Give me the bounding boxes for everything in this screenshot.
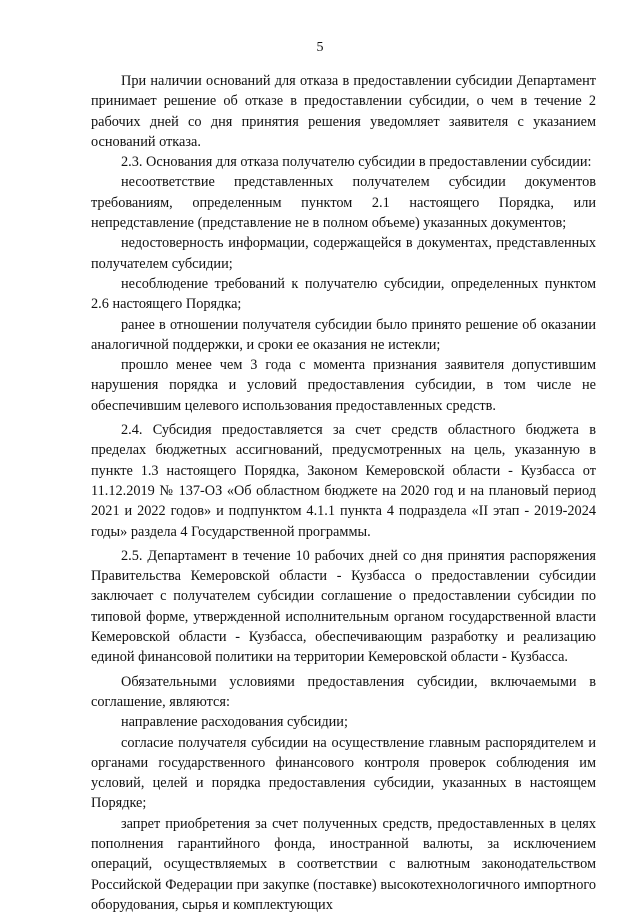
paragraph-control-consent: согласие получателя субсидии на осуществление главным распорядителем и органами государственного финансового контроля проверок соблюдения им условий, целей и порядка предоставления субсидии, указанных в настоящем Порядке;	[91, 734, 596, 812]
paragraph-documents-mismatch: несоответствие представленных получателем субсидии документов требованиям, определенным пунктом 2.1 настоящего Порядка, или непредставление (представление не в полном объеме) указанных документов;	[91, 174, 596, 232]
paragraph-2-3-heading: 2.3. Основания для отказа получателю субсидии в предоставлении субсидии:	[121, 154, 592, 171]
paragraph-prior-support: ранее в отношении получателя субсидии было принято решение об оказании аналогичной поддержки, и сроки ее оказания не истекли;	[91, 316, 596, 353]
paragraph-2-4-funding: 2.4. Субсидия предоставляется за счет средств областного бюджета в пределах бюджетных ассигнований, предусмотренных на цель, указанную в пункте 1.3 настоящего Порядка, Законом Кемеровской области - Кузбасса от 11.12.2019 № 137-ОЗ «Об областном бюджете на 2020 год и на плановый период 2021 и 2022 годов» и подпунктом 4.1.1 пункта 4 подраздела «II этап - 2019-2024 годы» раздела 4 Государственной программы.	[91, 422, 596, 540]
paragraph-mandatory-conditions: Обязательными условиями предоставления субсидии, включаемыми в соглашение, являются:	[91, 673, 596, 710]
paragraph-violation-period: прошло менее чем 3 года с момента признания заявителя допустившим нарушения порядка и условий предоставления субсидии, в том числе не обеспечившим целевого использования предоставленных средств.	[91, 357, 596, 414]
document-body	[91, 71, 596, 915]
paragraph-spending-direction: направление расходования субсидии;	[121, 714, 348, 731]
page-number: 5	[316, 40, 324, 55]
paragraph-unreliable-info: недостоверность информации, содержащейся в документах, представленных получателем субсидии;	[91, 235, 596, 272]
paragraph-2-5-agreement: 2.5. Департамент в течение 10 рабочих дней со дня принятия распоряжения Правительства Кемеровской области - Кузбасса о предоставлении субсидии заключает с получателем субсидии соглашение о предоставлении субсидии по типовой форме, утвержденной исполнительным органом государственной власти Кемеровской области - Кузбасса, обеспечивающим разработку и реализацию единой финансовой политики на территории Кемеровской области - Кузбасса.	[91, 547, 596, 666]
paragraph-requirements-noncompliance: несоблюдение требований к получателю субсидии, определенных пунктом 2.6 настоящего Порядка;	[91, 275, 596, 313]
paragraph-refusal-decision: При наличии оснований для отказа в предоставлении субсидии Департамент принимает решение об отказе в предоставлении субсидии, о чем в течение 2 рабочих дней со дня принятия решения уведомляет заявителя с указанием оснований отказа.	[91, 73, 596, 150]
paragraph-currency-ban: запрет приобретения за счет полученных средств, предоставленных в целях пополнения гарантийного фонда, иностранной валюты, за исключением операций, осуществляемых в соответствии с валютным законодательством Российской Федерации при закупке (поставке) высокотехнологичного импортного оборудования, сырья и комплектующих	[91, 815, 596, 913]
